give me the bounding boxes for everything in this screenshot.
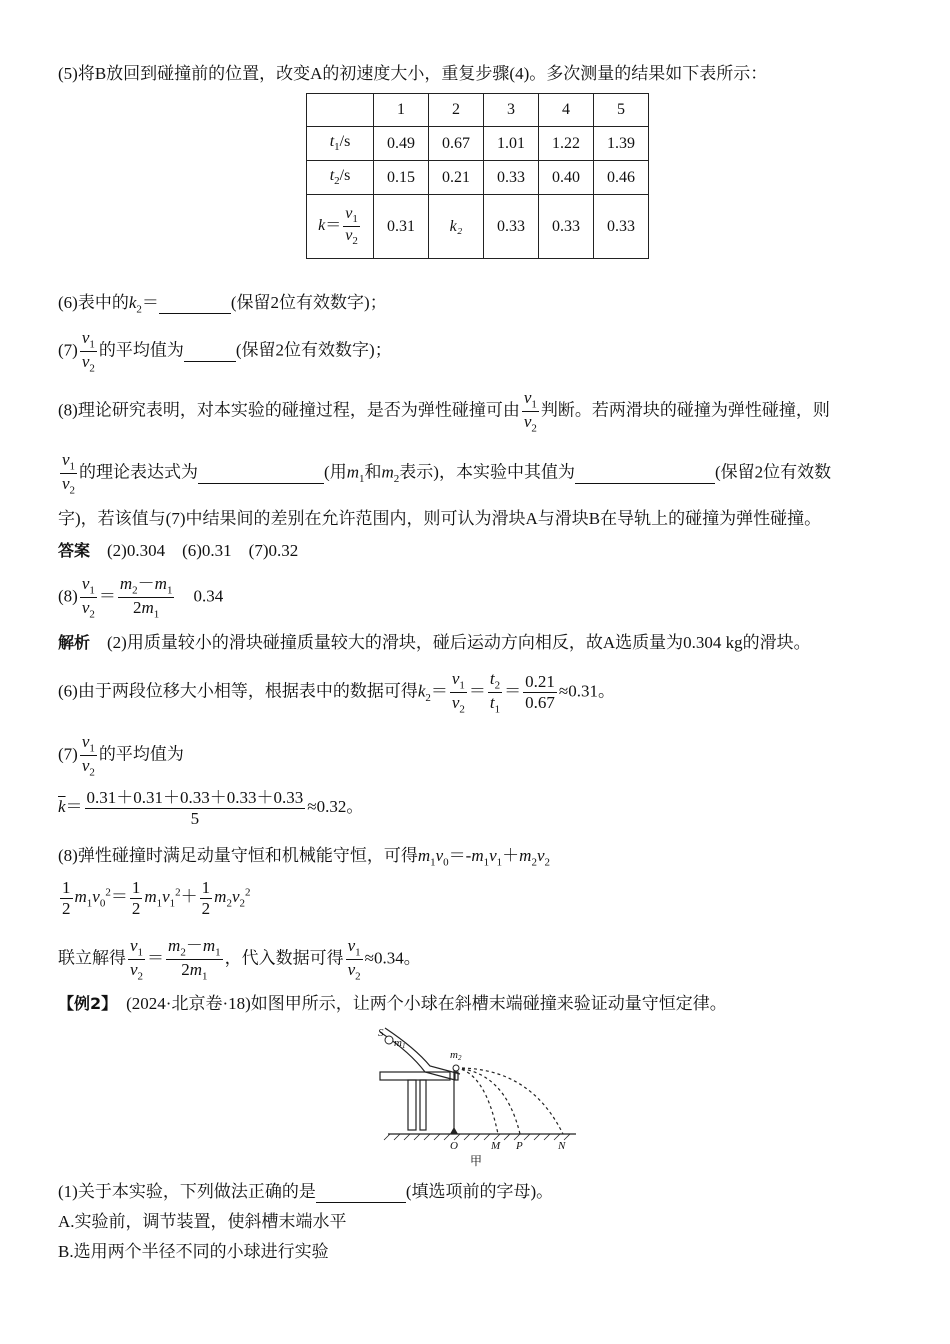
example-question-1: (1)关于本实验，下列做法正确的是 (填选项前的字母)。 [58, 1182, 553, 1203]
kbar-formula: $\overline{k}=$ $\frac{0.31+0.31+0.33+0.33+0.33}{5}$ ≈0.32。 [58, 788, 364, 828]
option-a: A.实验前，调节装置，使斜槽末端水平 [58, 1212, 347, 1231]
analysis-7: (7) $\frac{v_1}{v_2}$ 的平均值为 [58, 732, 184, 779]
figure-caption: 甲 [470, 1154, 483, 1168]
label-m: M [491, 1140, 501, 1152]
table-cell: 0.33 [484, 161, 539, 195]
analysis-6: (6)由于两段位移大小相等，根据表中的数据可得$k_2=$ $\frac{v_1}{v_2}$ ＝ $\frac{t_2}{t_1}$ ＝ $\frac{0.21}{0.67}$ ≈0.31。 [58, 669, 615, 716]
experiment-figure [380, 1022, 580, 1172]
table-cell: 0.21 [429, 161, 484, 195]
question-8-line3: 字)，若该值与(7)中结果间的差别在允许范围内，则可认为滑块A与滑块B在导轨上的碰撞为弹性碰撞。 [58, 509, 822, 528]
answer-blank [316, 1182, 406, 1203]
answer-8: (8) $\frac{v_1}{v_2}$ ＝ $\frac{m_2-m_1}{2m_1}$ 0.34 [58, 574, 224, 621]
table-cell: 1.22 [539, 127, 594, 161]
ball-m1 [385, 1036, 393, 1044]
table-cell: 0.33 [594, 195, 649, 259]
row-label: $t_1/s$ [307, 127, 374, 161]
table-cell: 0.46 [594, 161, 649, 195]
table-cell: k₂ [429, 195, 484, 259]
table-header: 3 [484, 94, 539, 127]
row-label: $t_2/s$ [307, 161, 374, 195]
table-header: 2 [429, 94, 484, 127]
table-corner [307, 94, 374, 127]
table-row [307, 127, 649, 161]
analysis-8: (8)弹性碰撞时满足动量守恒和机械能守恒，可得$m_1v_0=-m_1v_1+m_2v_2$ [58, 846, 550, 869]
answer-blank [159, 293, 231, 314]
analysis-2: 解析 (2)用质量较小的滑块碰撞质量较大的滑块，碰后运动方向相反，故A选质量为0.304 kg的滑块。 [58, 633, 811, 652]
question-8-line2: $\frac{v_1}{v_2}$ 的理论表达式为 (用$m_1$和$m_2$表示)，本实验中其值为 (保留2位有效数 [62, 450, 832, 497]
example-2-title: 【例2】 (2024·北京卷·18)如图甲所示，让两个小球在斜槽末端碰撞来验证动量守恒定律。 [58, 994, 727, 1013]
label-p: P [516, 1140, 523, 1152]
table-row [307, 195, 649, 259]
question-7: (7) $\frac{v_1}{v_2}$ 的平均值为 (保留2位有效数字)； [58, 328, 392, 375]
table-cell: 1.01 [484, 127, 539, 161]
option-b: B.选用两个半径不同的小球进行实验 [58, 1242, 329, 1261]
answer-blank [184, 340, 236, 361]
table-cell: 0.31 [374, 195, 429, 259]
label-n: N [558, 1140, 566, 1152]
step5-text: (5)将B放回到碰撞前的位置，改变A的初速度大小，重复步骤(4)。多次测量的结果如下表所示： [58, 64, 768, 83]
table-cell: 0.49 [374, 127, 429, 161]
data-table [306, 93, 649, 259]
label-o: O [450, 1140, 458, 1152]
table-cell: 0.15 [374, 161, 429, 195]
table-cell: 0.67 [429, 127, 484, 161]
label-s: S [378, 1027, 384, 1039]
table-header: 1 [374, 94, 429, 127]
ball-m2 [453, 1065, 459, 1071]
label-m1: m1 [394, 1037, 406, 1050]
answer-line: 答案 (2)0.304 (6)0.31 (7)0.32 [58, 541, 299, 560]
analysis-solve: 联立解得 $\frac{v_1}{v_2}$ ＝ $\frac{m_2-m_1}{2m_1}$ ，代入数据可得 $\frac{v_1}{v_2}$ ≈0.34。 [58, 936, 421, 983]
label-m2: m2 [450, 1049, 462, 1062]
table-cell: 0.33 [539, 195, 594, 259]
table-cell: 0.40 [539, 161, 594, 195]
table-row [307, 161, 649, 195]
energy-formula: $\frac{1}{2}$ $m_1v_0^2=$ $\frac{1}{2}$ $m_1v_1^2+$ $\frac{1}{2}$ $m_2v_2^2$ [62, 878, 251, 918]
answer-blank [575, 462, 715, 483]
row-label: k＝ $\frac{v_1}{v_2}$ [307, 195, 374, 259]
table-header: 4 [539, 94, 594, 127]
question-8-line1: (8)理论研究表明，对本实验的碰撞过程，是否为弹性碰撞可由 $\frac{v_1}{v_2}$ 判断。若两滑块的碰撞为弹性碰撞，则 [58, 388, 830, 435]
table-cell: 0.33 [484, 195, 539, 259]
table-cell: 1.39 [594, 127, 649, 161]
question-6: (6)表中的$k_2=$ (保留2位有效数字)； [58, 293, 387, 316]
table-header: 5 [594, 94, 649, 127]
answer-blank [198, 462, 324, 483]
